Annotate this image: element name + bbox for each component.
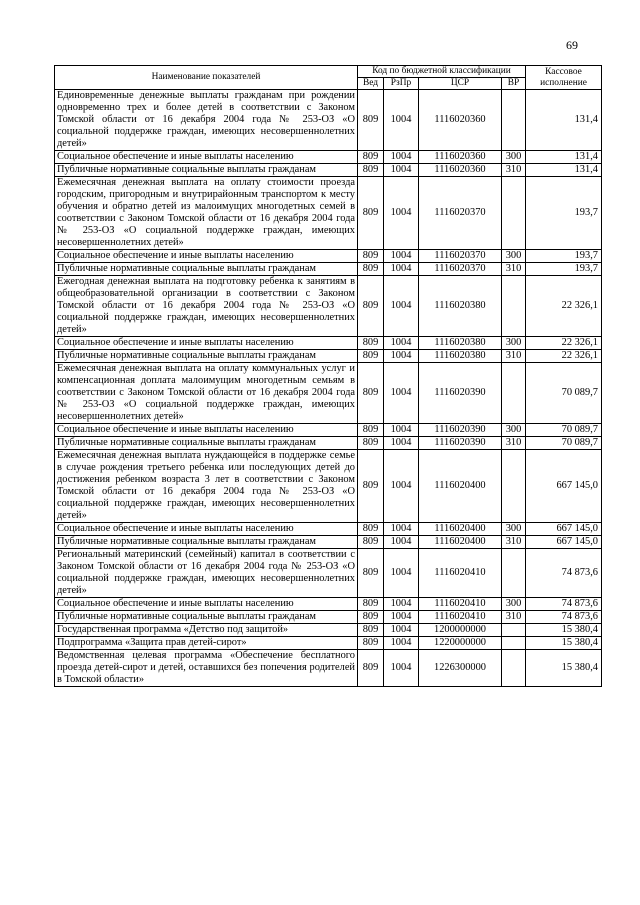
row-ved: 809 — [358, 250, 384, 263]
row-rzpr: 1004 — [384, 523, 419, 536]
table-row — [55, 650, 602, 687]
header-ved: Вед — [358, 78, 384, 90]
row-vr: 310 — [502, 350, 526, 363]
header-rzpr: РзПр — [384, 78, 419, 90]
table-row — [55, 424, 602, 437]
row-vr — [502, 276, 526, 337]
row-rzpr: 1004 — [384, 151, 419, 164]
row-csr: 1116020400 — [419, 450, 502, 523]
table-row — [55, 164, 602, 177]
row-ved: 809 — [358, 164, 384, 177]
table-row — [55, 151, 602, 164]
row-vr: 310 — [502, 536, 526, 549]
row-ved: 809 — [358, 151, 384, 164]
row-csr: 1116020410 — [419, 549, 502, 598]
row-ved: 809 — [358, 337, 384, 350]
row-ved: 809 — [358, 350, 384, 363]
row-rzpr: 1004 — [384, 624, 419, 637]
row-name: Государственная программа «Детство под защитой» — [55, 624, 358, 637]
row-rzpr: 1004 — [384, 549, 419, 598]
row-rzpr: 1004 — [384, 637, 419, 650]
row-csr: 1116020360 — [419, 151, 502, 164]
row-name: Ежемесячная денежная выплата на оплату коммунальных услуг и компенсационная доплата малоимущим многодетным семьям в соответствии с Законом Томской области от 16 декабря 2004 года № 253-ОЗ «О социальной поддержке граждан, имеющих несовершеннолетних детей» — [55, 363, 358, 424]
row-ved: 809 — [358, 598, 384, 611]
table-row — [55, 250, 602, 263]
row-vr: 300 — [502, 250, 526, 263]
row-ved: 809 — [358, 650, 384, 687]
row-amount: 193,7 — [526, 177, 602, 250]
table-row — [55, 276, 602, 337]
row-csr: 1116020410 — [419, 611, 502, 624]
row-rzpr: 1004 — [384, 536, 419, 549]
table-row — [55, 637, 602, 650]
table-row — [55, 536, 602, 549]
table-row — [55, 598, 602, 611]
header-execution-column: Кассовое исполнение — [526, 66, 602, 90]
row-vr — [502, 637, 526, 650]
row-vr: 300 — [502, 523, 526, 536]
row-amount: 131,4 — [526, 151, 602, 164]
row-vr: 300 — [502, 598, 526, 611]
row-rzpr: 1004 — [384, 598, 419, 611]
row-name: Социальное обеспечение и иные выплаты населению — [55, 337, 358, 350]
row-vr: 300 — [502, 337, 526, 350]
row-csr: 1116020380 — [419, 350, 502, 363]
row-name: Публичные нормативные социальные выплаты гражданам — [55, 611, 358, 624]
row-vr — [502, 450, 526, 523]
row-amount: 15 380,4 — [526, 624, 602, 637]
row-csr: 1116020390 — [419, 363, 502, 424]
row-ved: 809 — [358, 90, 384, 151]
row-rzpr: 1004 — [384, 337, 419, 350]
row-name: Региональный материнский (семейный) капитал в соответствии с Законом Томской области от 16 декабря 2004 года № 253-ОЗ «О социальной поддержке граждан, имеющих несовершеннолетних детей» — [55, 549, 358, 598]
row-amount: 70 089,7 — [526, 424, 602, 437]
header-vr: ВР — [502, 78, 526, 90]
row-name: Публичные нормативные социальные выплаты гражданам — [55, 437, 358, 450]
row-amount: 15 380,4 — [526, 650, 602, 687]
row-amount: 667 145,0 — [526, 450, 602, 523]
header-csr: ЦСР — [419, 78, 502, 90]
row-ved: 809 — [358, 611, 384, 624]
row-amount: 22 326,1 — [526, 350, 602, 363]
row-vr — [502, 624, 526, 637]
row-rzpr: 1004 — [384, 350, 419, 363]
row-amount: 70 089,7 — [526, 363, 602, 424]
page-number: 69 — [566, 38, 578, 52]
row-ved: 809 — [358, 549, 384, 598]
row-csr: 1226300000 — [419, 650, 502, 687]
row-amount: 667 145,0 — [526, 536, 602, 549]
row-amount: 74 873,6 — [526, 549, 602, 598]
row-name: Социальное обеспечение и иные выплаты населению — [55, 523, 358, 536]
row-ved: 809 — [358, 424, 384, 437]
row-ved: 809 — [358, 263, 384, 276]
row-name: Ежемесячная денежная выплата на оплату стоимости проезда городским, пригородным и внутрирайонным транспортом к месту обучения и обратно детей из малоимущих многодетных семей в соответствии с Законом Томской области от 16 декабря 2004 года № 253-ОЗ «О социальной поддержке граждан, имеющих несовершеннолетних детей» — [55, 177, 358, 250]
row-vr: 300 — [502, 151, 526, 164]
row-rzpr: 1004 — [384, 250, 419, 263]
row-csr: 1116020400 — [419, 523, 502, 536]
row-ved: 809 — [358, 177, 384, 250]
row-rzpr: 1004 — [384, 611, 419, 624]
row-csr: 1116020370 — [419, 263, 502, 276]
row-rzpr: 1004 — [384, 437, 419, 450]
header-code-group: Код по бюджетной классификации — [358, 66, 526, 78]
row-name: Публичные нормативные социальные выплаты гражданам — [55, 164, 358, 177]
row-name: Социальное обеспечение и иные выплаты населению — [55, 598, 358, 611]
row-csr: 1220000000 — [419, 637, 502, 650]
row-csr: 1116020390 — [419, 424, 502, 437]
row-vr — [502, 90, 526, 151]
row-ved: 809 — [358, 450, 384, 523]
row-ved: 809 — [358, 637, 384, 650]
header-name-column: Наименование показателей — [55, 66, 358, 90]
row-vr: 310 — [502, 263, 526, 276]
row-rzpr: 1004 — [384, 177, 419, 250]
row-name: Публичные нормативные социальные выплаты гражданам — [55, 350, 358, 363]
row-csr: 1116020390 — [419, 437, 502, 450]
row-rzpr: 1004 — [384, 263, 419, 276]
row-vr — [502, 549, 526, 598]
row-csr: 1200000000 — [419, 624, 502, 637]
row-ved: 809 — [358, 363, 384, 424]
row-amount: 74 873,6 — [526, 611, 602, 624]
table-row — [55, 363, 602, 424]
row-csr: 1116020400 — [419, 536, 502, 549]
row-ved: 809 — [358, 536, 384, 549]
row-amount: 193,7 — [526, 250, 602, 263]
row-csr: 1116020360 — [419, 90, 502, 151]
row-name: Публичные нормативные социальные выплаты гражданам — [55, 536, 358, 549]
row-amount: 131,4 — [526, 164, 602, 177]
table-row — [55, 337, 602, 350]
row-name: Подпрограмма «Защита прав детей-сирот» — [55, 637, 358, 650]
table-row — [55, 549, 602, 598]
table-row — [55, 523, 602, 536]
table-row — [55, 263, 602, 276]
row-name: Социальное обеспечение и иные выплаты населению — [55, 151, 358, 164]
row-name: Публичные нормативные социальные выплаты гражданам — [55, 263, 358, 276]
row-csr: 1116020370 — [419, 177, 502, 250]
row-rzpr: 1004 — [384, 276, 419, 337]
table-row — [55, 350, 602, 363]
row-rzpr: 1004 — [384, 363, 419, 424]
row-amount: 193,7 — [526, 263, 602, 276]
row-name: Единовременные денежные выплаты гражданам при рождении одновременно трех и более детей в соответствии с Законом Томской области от 16 декабря 2004 года № 253-ОЗ «О социальной поддержке граждан, имеющих несовершеннолетних детей» — [55, 90, 358, 151]
row-ved: 809 — [358, 437, 384, 450]
row-rzpr: 1004 — [384, 424, 419, 437]
row-vr — [502, 363, 526, 424]
row-vr: 310 — [502, 437, 526, 450]
row-amount: 131,4 — [526, 90, 602, 151]
row-csr: 1116020380 — [419, 276, 502, 337]
row-amount: 74 873,6 — [526, 598, 602, 611]
row-amount: 22 326,1 — [526, 337, 602, 350]
row-csr: 1116020410 — [419, 598, 502, 611]
row-vr: 300 — [502, 424, 526, 437]
row-amount: 667 145,0 — [526, 523, 602, 536]
row-csr: 1116020380 — [419, 337, 502, 350]
row-vr: 310 — [502, 611, 526, 624]
row-rzpr: 1004 — [384, 450, 419, 523]
row-name: Ведомственная целевая программа «Обеспечение бесплатного проезда детей-сирот и детей, оставшихся без попечения родителей в Томской области» — [55, 650, 358, 687]
budget-execution-table — [54, 65, 602, 687]
row-ved: 809 — [358, 523, 384, 536]
table-row — [55, 177, 602, 250]
row-name: Социальное обеспечение и иные выплаты населению — [55, 424, 358, 437]
row-amount: 70 089,7 — [526, 437, 602, 450]
row-rzpr: 1004 — [384, 650, 419, 687]
row-csr: 1116020360 — [419, 164, 502, 177]
row-rzpr: 1004 — [384, 90, 419, 151]
table-row — [55, 437, 602, 450]
table-row — [55, 450, 602, 523]
table-header-row — [55, 66, 602, 78]
table-row — [55, 90, 602, 151]
table-row — [55, 624, 602, 637]
row-name: Ежегодная денежная выплата на подготовку ребенка к занятиям в общеобразовательной организации в соответствии с Законом Томской области от 16 декабря 2004 года № 253-ОЗ «О социальной поддержке граждан, имеющих несовершеннолетних детей» — [55, 276, 358, 337]
row-csr: 1116020370 — [419, 250, 502, 263]
row-name: Социальное обеспечение и иные выплаты населению — [55, 250, 358, 263]
row-ved: 809 — [358, 624, 384, 637]
table-row — [55, 611, 602, 624]
row-rzpr: 1004 — [384, 164, 419, 177]
row-name: Ежемесячная денежная выплата нуждающейся в поддержке семье в случае рождения третьего ребенка или последующих детей до достижения ребенком возраста 3 лет в соответствии с Законом Томской области от 16 декабря 2004 года № 253-ОЗ «О социальной поддержке граждан, имеющих несовершеннолетних детей» — [55, 450, 358, 523]
row-amount: 15 380,4 — [526, 637, 602, 650]
row-ved: 809 — [358, 276, 384, 337]
row-vr: 310 — [502, 164, 526, 177]
row-vr — [502, 650, 526, 687]
row-vr — [502, 177, 526, 250]
row-amount: 22 326,1 — [526, 276, 602, 337]
